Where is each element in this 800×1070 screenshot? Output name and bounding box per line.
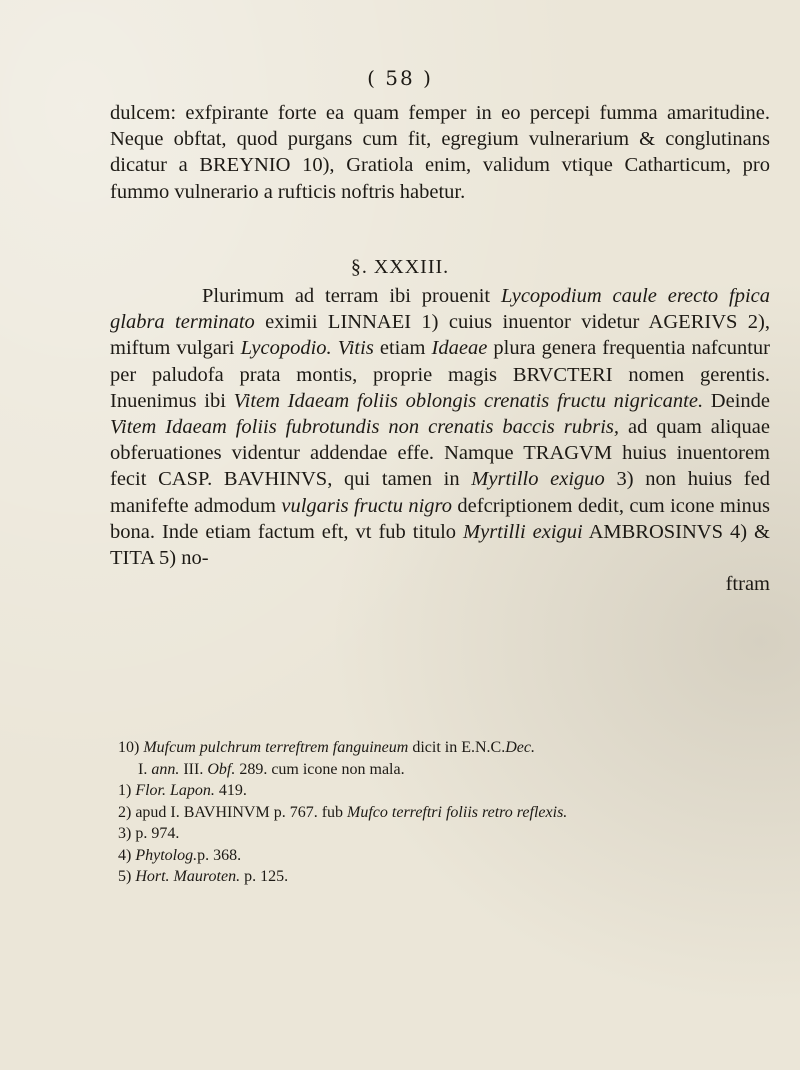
section-heading: §. XXXIII. — [350, 256, 450, 278]
page-number: ( 58 ) — [367, 66, 433, 90]
footnote-4 — [118, 845, 768, 867]
catchword: ftram — [725, 573, 770, 596]
species-name: Vitem Idaeam foliis oblongis crenatis fructu nigricante. — [233, 389, 704, 412]
text-segment: Plurimum ad terram ibi prouenit — [202, 285, 501, 307]
footnote-marker: 5) — [118, 868, 136, 885]
footnote-3: 3) p. 974. — [118, 825, 180, 842]
text-segment: plura genera frequentia nafcuntur per paludofa prata montis, proprie magis BRVCTERI nomen gerentis. Inuenimus ibi — [110, 337, 770, 412]
footnote-text: III. — [179, 760, 208, 778]
text-segment: etiam — [373, 337, 432, 360]
footnote-title: Phytolog. — [135, 846, 198, 864]
footnote-abbrev: ann. — [151, 760, 180, 778]
species-name: Lycopodium caule erecto fpica glabra terminato — [110, 285, 770, 334]
species-name: Lycopodio. Vitis — [240, 337, 374, 360]
paragraph-2 — [110, 283, 770, 597]
text-segment: ad quam aliquae obferuationes videntur addendae effe. Namque TRAGVM huius inuentorem fecit CASP. BAVHINVS, qui tamen in — [110, 416, 770, 491]
footnote-10 — [118, 737, 768, 759]
paragraph-1 — [110, 100, 770, 205]
species-name: vulgaris fructu nigro — [281, 494, 453, 517]
footnote-2 — [118, 802, 768, 824]
footnote-1 — [118, 780, 768, 802]
text-segment: AMBROSINVS 4) & TITA 5) no- — [110, 520, 770, 570]
footnote-text: p. 368. — [197, 846, 242, 864]
footnote-marker: 4) — [118, 846, 136, 864]
footnote-text: dicit in E.N.C. — [408, 739, 506, 756]
footnote-text: 2) apud I. BAVHINVM p. 767. fub — [118, 803, 348, 821]
text-segment: defcriptionem dedit, cum icone minus bona. Inde etiam factum eft, vt fub titulo — [110, 494, 770, 543]
species-name: Myrtilli exigui — [463, 520, 583, 543]
footnote-text: 289. cum icone non mala. — [235, 760, 405, 778]
footnote-marker: 1) — [118, 782, 136, 799]
footnote-title: Mufco terreftri foliis retro reflexis. — [347, 803, 568, 821]
footnote-abbrev: Obf. — [207, 760, 236, 778]
footnote-10-continued — [118, 759, 768, 781]
footnote-text: 419. — [214, 782, 247, 799]
species-name: Vitem Idaeam foliis fubrotundis non crenatis baccis rubris, — [110, 416, 619, 439]
text-segment: Deinde — [703, 389, 771, 412]
footnote-text: I. — [138, 760, 152, 778]
footnote-text: p. 125. — [240, 868, 289, 885]
paragraph-2-text — [110, 283, 770, 597]
footnote-title: Hort. Mauroten. — [135, 868, 241, 885]
species-name: Myrtillo exiguo — [471, 468, 605, 491]
footnotes — [118, 737, 768, 888]
text-segment: eximii LINNAEI 1) cuius inuentor videtur AGERIVS 2), miftum vulgari — [110, 311, 770, 360]
footnote-5 — [118, 866, 768, 888]
footnote-title: Mufcum pulchrum terreftrem fanguineum — [143, 739, 409, 756]
text-segment: 3) non huius fed manifefte admodum — [110, 468, 770, 517]
paragraph-1-text: dulcem: exfpirante forte ea quam femper in eo percepi fumma amaritudine. Neque obftat, quod purgans cum fit, egregium vulnerarium & conglutinans dicatur a BREYNIO 10), Gratiola enim, validum vtique Catharticum, pro fummo vulnerario a rufticis noftris habetur. — [110, 102, 770, 203]
species-name: Idaeae — [431, 337, 488, 360]
footnote-abbrev: Dec. — [505, 739, 535, 756]
footnote-title: Flor. Lapon. — [135, 782, 215, 799]
footnote-marker: 10) — [118, 739, 144, 756]
